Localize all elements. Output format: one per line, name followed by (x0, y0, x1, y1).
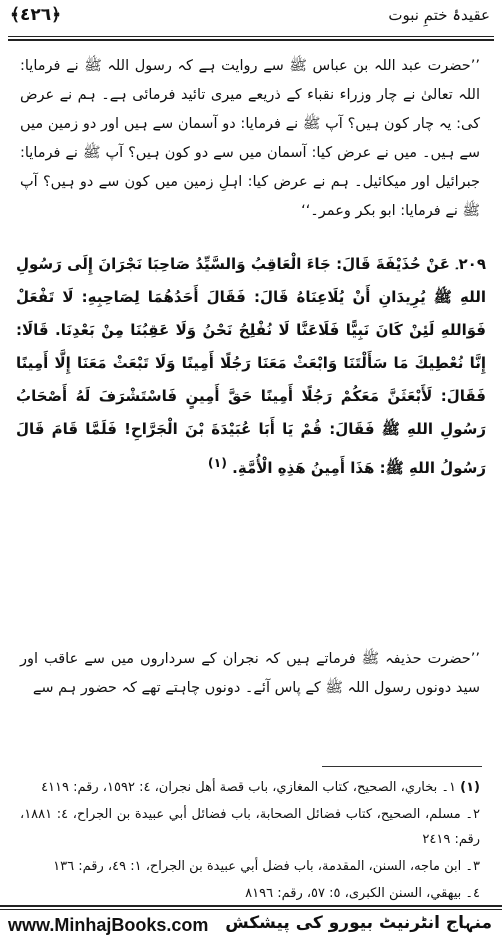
footnote-item: ٢۔ مسلم، الصحيح، كتاب فضائل الصحابة، باب فضائل أبي عبيدة بن الجراح، ٤: ١٨٨١، رقم: ٢٤١٩ (20, 807, 480, 847)
hadith-209 (16, 248, 486, 485)
footnote-reference[interactable]: (١) (207, 455, 227, 470)
footnote-number: (١) (460, 780, 480, 795)
header-rule (8, 36, 494, 37)
urdu-paragraph-1: ’’حضرت عبد اللہ بن عباس ﷺ سے روایت ہے کہ رسول اللہ ﷺ نے فرمایا: اللہ تعالیٰ نے چار وزراء نقباء کے ذریعے میری تائید فرمائی ہے۔ ہم نے عرض کی: یہ چار کون ہیں؟ آپ ﷺ نے فرمایا: دو آسمان سے ہیں اور دو زمین میں سے ہیں۔ میں نے عرض کیا: آسمان میں سے دو کون ہیں؟ آپ ﷺ نے فرمایا: جبرائیل اور میکائیل۔ ہم نے عرض کیا: اہلِ زمین میں کون سے دو ہیں؟ آپ ﷺ نے فرمایا: ابو بکر وعمر۔‘‘ (20, 58, 480, 219)
website-link[interactable]: www.MinhajBooks.com (8, 915, 209, 935)
publisher-credit: منہاج انٹرنیٹ بیورو کی پیشکش (225, 913, 492, 933)
book-title: عقیدۂ ختمِ نبوت (388, 6, 490, 24)
footnote-item: (١) ١۔ بخاري، الصحيح، كتاب المغازي، باب قصة أهل نجران، ٤: ١٥٩٢، رقم: ٤١١٩ (41, 780, 480, 795)
footer-rule (0, 905, 502, 907)
footnote-item: ٤۔ بيهقي، السنن الكبرى، ٥: ٥٧، رقم: ٨١٩٦ (245, 886, 480, 901)
page-number: ﴾٤٢٦﴿ (10, 5, 62, 25)
header-rule-thick (8, 39, 494, 41)
footnote-divider (322, 766, 482, 767)
page-header (0, 0, 502, 44)
footnote-item: ٣۔ ابن ماجه، السنن، المقدمة، باب فضل أبي عبيدة بن الجراح، ١: ٤٩، رقم: ١٣٦ (53, 859, 480, 874)
urdu-paragraph-2: ’’حضرت حذیفہ ﷺ فرماتے ہیں کہ نجران کے سرداروں میں سے عاقب اور سید دونوں رسول اللہ ﷺ کے پاس آئے۔ دونوں چاہتے تھے کہ حضور ہم سے (20, 651, 480, 696)
footnotes (20, 775, 480, 908)
hadith-text: عَنْ حُذَيْفَةَ قَالَ: جَاءَ الْعَاقِبُ وَالسَّيِّدُ صَاحِبَا نَجْرَانَ إِلَى رَسُولِ اللهِ ﷺ يُرِيدَانِ أَنْ يُلَاعِنَاهُ قَالَ: فَقَالَ أَحَدُهُمَا لِصَاحِبِهِ: لَا تَفْعَلْ فَوَاللهِ لَئِنْ كَانَ نَبِيًّا فَلَاعَنَّا لَا نُفْلِحُ نَحْنُ وَلَا عَقِبُنَا مِنْ بَعْدِنَا. قَالَا: إِنَّا نُعْطِيكَ مَا سَأَلْتَنَا وَابْعَثْ مَعَنَا رَجُلًا أَمِينًا وَلَا تَبْعَثْ مَعَنَا إِلَّا أَمِينًا فَقَالَ: لَأَبْعَثَنَّ مَعَكُمْ رَجُلًا أَمِينًا حَقَّ أَمِينٍ فَاسْتَشْرَفَ لَهُ أَصْحَابُ رَسُولِ اللهِ ﷺ فَقَالَ: قُمْ يَا أَبَا عُبَيْدَةَ بْنَ الْجَرَّاحِ! فَلَمَّا قَامَ قَالَ رَسُولُ اللهِ ﷺ: هَذَا أَمِينُ هَذِهِ الْأُمَّةِ. (16, 255, 486, 477)
footer-rule-thin (0, 909, 502, 910)
hadith-number: ٢٠٩۔ (455, 255, 486, 273)
